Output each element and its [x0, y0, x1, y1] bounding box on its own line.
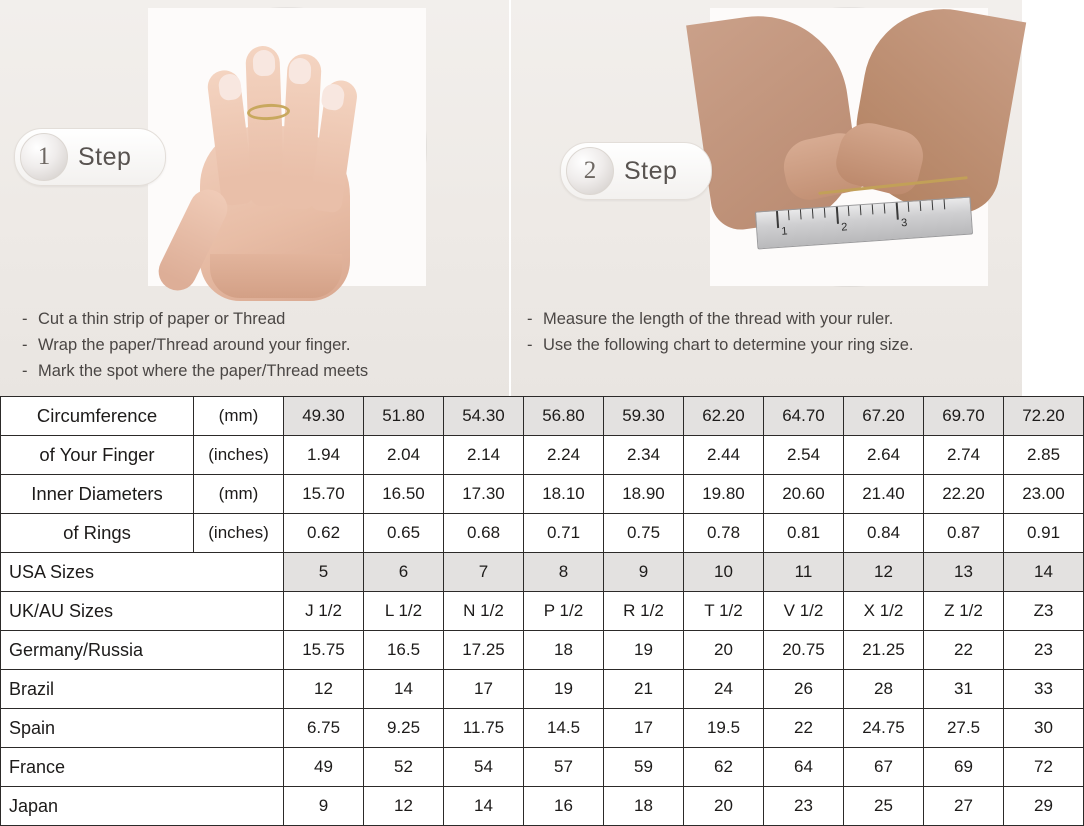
step-badge-2 [560, 142, 712, 200]
unit-cell: (mm) [194, 475, 284, 514]
cell: 10 [684, 553, 764, 592]
step-label-2: Step [624, 156, 678, 185]
cell: 59 [604, 748, 684, 787]
table-row [1, 631, 1084, 670]
table-row [1, 592, 1084, 631]
cell: 17 [444, 670, 524, 709]
cell: 54.30 [444, 397, 524, 436]
cell: 69 [924, 748, 1004, 787]
table-row [1, 709, 1084, 748]
cell: 0.84 [844, 514, 924, 553]
cell: 2.64 [844, 436, 924, 475]
cell: 28 [844, 670, 924, 709]
cell: 0.87 [924, 514, 1004, 553]
ring-size-table [0, 396, 1084, 826]
cell: 2.34 [604, 436, 684, 475]
table-row [1, 475, 1084, 514]
cell: 2.54 [764, 436, 844, 475]
step-number-2: 2 [566, 147, 614, 195]
step-1-bullets: - Cut a thin strip of paper or Thread - Wrap the paper/Thread around your finger. - Mark the spot where the paper/Thread meets [22, 310, 369, 380]
step-number-1: 1 [20, 133, 68, 181]
hand-with-thread-photo [148, 8, 426, 286]
cell: 27.5 [924, 709, 1004, 748]
cell: T 1/2 [684, 592, 764, 631]
cell: 16.5 [364, 631, 444, 670]
cell: 26 [764, 670, 844, 709]
step-badge-1 [14, 128, 166, 186]
cell: 18 [604, 787, 684, 826]
row-label-circumference-2: of Your Finger [1, 436, 194, 475]
cell: 49.30 [284, 397, 364, 436]
step-2-bullets: - Measure the length of the thread with your ruler. - Use the following chart to determine your ring size. [527, 310, 914, 354]
cell: 33 [1004, 670, 1084, 709]
cell: 21.40 [844, 475, 924, 514]
cell: 12 [284, 670, 364, 709]
cell: 7 [444, 553, 524, 592]
cell: 8 [524, 553, 604, 592]
ruler-number-3: 3 [900, 216, 908, 230]
table-row [1, 787, 1084, 826]
cell: 21.25 [844, 631, 924, 670]
table-row [1, 670, 1084, 709]
table-row [1, 436, 1084, 475]
cell: 13 [924, 553, 1004, 592]
cell: 51.80 [364, 397, 444, 436]
cell: 9 [284, 787, 364, 826]
cell: 22.20 [924, 475, 1004, 514]
step-panel-1 [0, 0, 511, 396]
cell: P 1/2 [524, 592, 604, 631]
cell: 17.30 [444, 475, 524, 514]
cell: 67 [844, 748, 924, 787]
cell: 23 [764, 787, 844, 826]
step-1-bullet-3: Mark the spot where the paper/Thread meets [38, 362, 369, 380]
cell: 72.20 [1004, 397, 1084, 436]
cell: 12 [844, 553, 924, 592]
unit-cell: (inches) [194, 436, 284, 475]
unit-cell: (inches) [194, 514, 284, 553]
cell: 2.74 [924, 436, 1004, 475]
step-2-bullet-1: Measure the length of the thread with your ruler. [543, 310, 894, 328]
cell: 16 [524, 787, 604, 826]
step-1-bullet-1: Cut a thin strip of paper or Thread [38, 310, 286, 328]
table-row [1, 553, 1084, 592]
table-row [1, 397, 1084, 436]
cell: X 1/2 [844, 592, 924, 631]
cell: 9 [604, 553, 684, 592]
cell: 0.62 [284, 514, 364, 553]
cell: 0.91 [1004, 514, 1084, 553]
cell: 2.14 [444, 436, 524, 475]
cell: 16.50 [364, 475, 444, 514]
cell: 67.20 [844, 397, 924, 436]
cell: 49 [284, 748, 364, 787]
row-label-circumference-1: Circumference [1, 397, 194, 436]
cell: 19.80 [684, 475, 764, 514]
cell: V 1/2 [764, 592, 844, 631]
cell: 69.70 [924, 397, 1004, 436]
cell: 20 [684, 631, 764, 670]
cell: 9.25 [364, 709, 444, 748]
cell: 21 [604, 670, 684, 709]
cell: R 1/2 [604, 592, 684, 631]
cell: 18.10 [524, 475, 604, 514]
cell: 15.75 [284, 631, 364, 670]
cell: Z 1/2 [924, 592, 1004, 631]
row-label-japan: Japan [1, 787, 284, 826]
cell: 19 [524, 670, 604, 709]
step-2-bullet-2: Use the following chart to determine your ring size. [543, 336, 914, 354]
cell: 2.04 [364, 436, 444, 475]
cell: 29 [1004, 787, 1084, 826]
row-label-france: France [1, 748, 284, 787]
cell: L 1/2 [364, 592, 444, 631]
ruler-measuring-photo [710, 8, 988, 286]
cell: 31 [924, 670, 1004, 709]
cell: 11.75 [444, 709, 524, 748]
cell: 11 [764, 553, 844, 592]
instructions-section [0, 0, 1023, 396]
cell: 64.70 [764, 397, 844, 436]
cell: 18 [524, 631, 604, 670]
step-1-bullet-2: Wrap the paper/Thread around your finger. [38, 336, 351, 354]
cell: 15.70 [284, 475, 364, 514]
cell: 62 [684, 748, 764, 787]
cell: 23.00 [1004, 475, 1084, 514]
cell: 2.44 [684, 436, 764, 475]
cell: 0.71 [524, 514, 604, 553]
cell: 6.75 [284, 709, 364, 748]
row-label-germany-russia: Germany/Russia [1, 631, 284, 670]
cell: 19 [604, 631, 684, 670]
row-label-brazil: Brazil [1, 670, 284, 709]
cell: 17.25 [444, 631, 524, 670]
step-panel-2 [511, 0, 1022, 396]
cell: 54 [444, 748, 524, 787]
cell: 2.24 [524, 436, 604, 475]
cell: 22 [924, 631, 1004, 670]
cell: 0.81 [764, 514, 844, 553]
cell: 59.30 [604, 397, 684, 436]
cell: 72 [1004, 748, 1084, 787]
cell: 1.94 [284, 436, 364, 475]
row-label-usa-sizes: USA Sizes [1, 553, 284, 592]
cell: 0.65 [364, 514, 444, 553]
cell: 6 [364, 553, 444, 592]
cell: 19.5 [684, 709, 764, 748]
cell: 30 [1004, 709, 1084, 748]
row-label-uk-au-sizes: UK/AU Sizes [1, 592, 284, 631]
ruler-number-2: 2 [840, 221, 848, 234]
cell: 20 [684, 787, 764, 826]
cell: 14.5 [524, 709, 604, 748]
cell: 52 [364, 748, 444, 787]
cell: 0.68 [444, 514, 524, 553]
cell: N 1/2 [444, 592, 524, 631]
cell: Z3 [1004, 592, 1084, 631]
cell: 23 [1004, 631, 1084, 670]
cell: 56.80 [524, 397, 604, 436]
cell: 2.85 [1004, 436, 1084, 475]
cell: 25 [844, 787, 924, 826]
cell: 17 [604, 709, 684, 748]
cell: 0.75 [604, 514, 684, 553]
cell: 24 [684, 670, 764, 709]
cell: 14 [444, 787, 524, 826]
row-label-spain: Spain [1, 709, 284, 748]
row-label-inner-diameter-1: Inner Diameters [1, 475, 194, 514]
cell: 27 [924, 787, 1004, 826]
cell: 14 [1004, 553, 1084, 592]
cell: 24.75 [844, 709, 924, 748]
step-label-1: Step [78, 142, 132, 171]
cell: 0.78 [684, 514, 764, 553]
cell: 18.90 [604, 475, 684, 514]
unit-cell: (mm) [194, 397, 284, 436]
table-row [1, 514, 1084, 553]
cell: 14 [364, 670, 444, 709]
ruler-number-1: 1 [780, 225, 788, 238]
row-label-inner-diameter-2: of Rings [1, 514, 194, 553]
cell: 20.60 [764, 475, 844, 514]
cell: 64 [764, 748, 844, 787]
cell: 62.20 [684, 397, 764, 436]
cell: J 1/2 [284, 592, 364, 631]
cell: 57 [524, 748, 604, 787]
cell: 20.75 [764, 631, 844, 670]
cell: 5 [284, 553, 364, 592]
cell: 22 [764, 709, 844, 748]
cell: 12 [364, 787, 444, 826]
table-row [1, 748, 1084, 787]
